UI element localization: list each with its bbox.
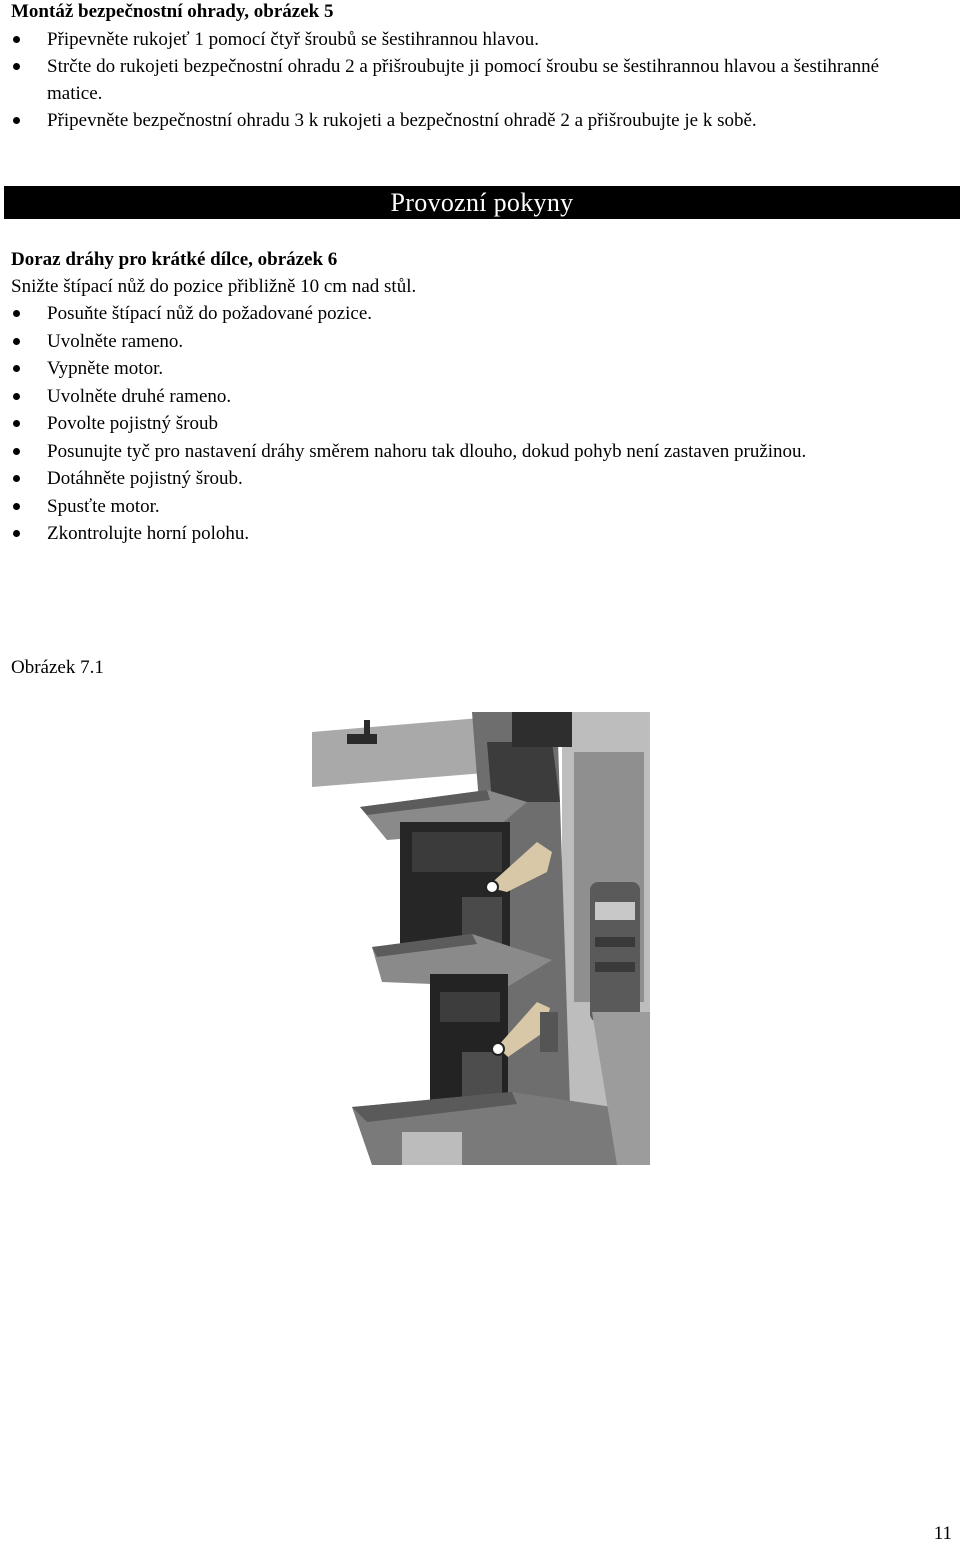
list-item: Dotáhněte pojistný šroub.	[0, 465, 927, 493]
list-item: Posunujte tyč pro nastavení dráhy směrem nahoru tak dlouho, dokud pohyb není zastaven pružinou.	[0, 438, 927, 466]
banner-title: Provozní pokyny	[390, 188, 574, 217]
figure-caption: Obrázek 7.1	[11, 657, 104, 678]
list-item: Strčte do rukojeti bezpečnostní ohradu 2 a přišroubujte ji pomocí šroubu se šestihrannou hlavou a šestihranné matice.	[0, 53, 927, 107]
list-item: Připevněte rukojeť 1 pomocí čtyř šroubů se šestihrannou hlavou.	[0, 26, 927, 53]
page-number: 11	[933, 1523, 952, 1544]
list-item: Spusťte motor.	[0, 493, 927, 521]
list-item: Vypněte motor.	[0, 355, 927, 383]
list-item: Uvolněte druhé rameno.	[0, 383, 927, 411]
section-heading-travel-stop: Doraz dráhy pro krátké dílce, obrázek 6	[11, 249, 338, 270]
list-item: Zkontrolujte horní polohu.	[0, 520, 927, 548]
intro-instruction: Snižte štípací nůž do pozice přibližně 10 cm nad stůl.	[11, 276, 417, 297]
list-item: Povolte pojistný šroub	[0, 410, 927, 438]
section-banner	[4, 186, 960, 219]
travel-stop-steps	[0, 300, 927, 548]
list-item: Připevněte bezpečnostní ohradu 3 k rukojeti a bezpečnostní ohradě 2 a přišroubujte je k sobě.	[0, 107, 927, 134]
list-item: Posuňte štípací nůž do požadované pozice.	[0, 300, 927, 328]
safety-fence-steps	[0, 26, 927, 134]
log-splitter-photo	[312, 712, 650, 1165]
section-heading-safety-fence: Montáž bezpečnostní ohrady, obrázek 5	[11, 1, 334, 22]
list-item: Uvolněte rameno.	[0, 328, 927, 356]
